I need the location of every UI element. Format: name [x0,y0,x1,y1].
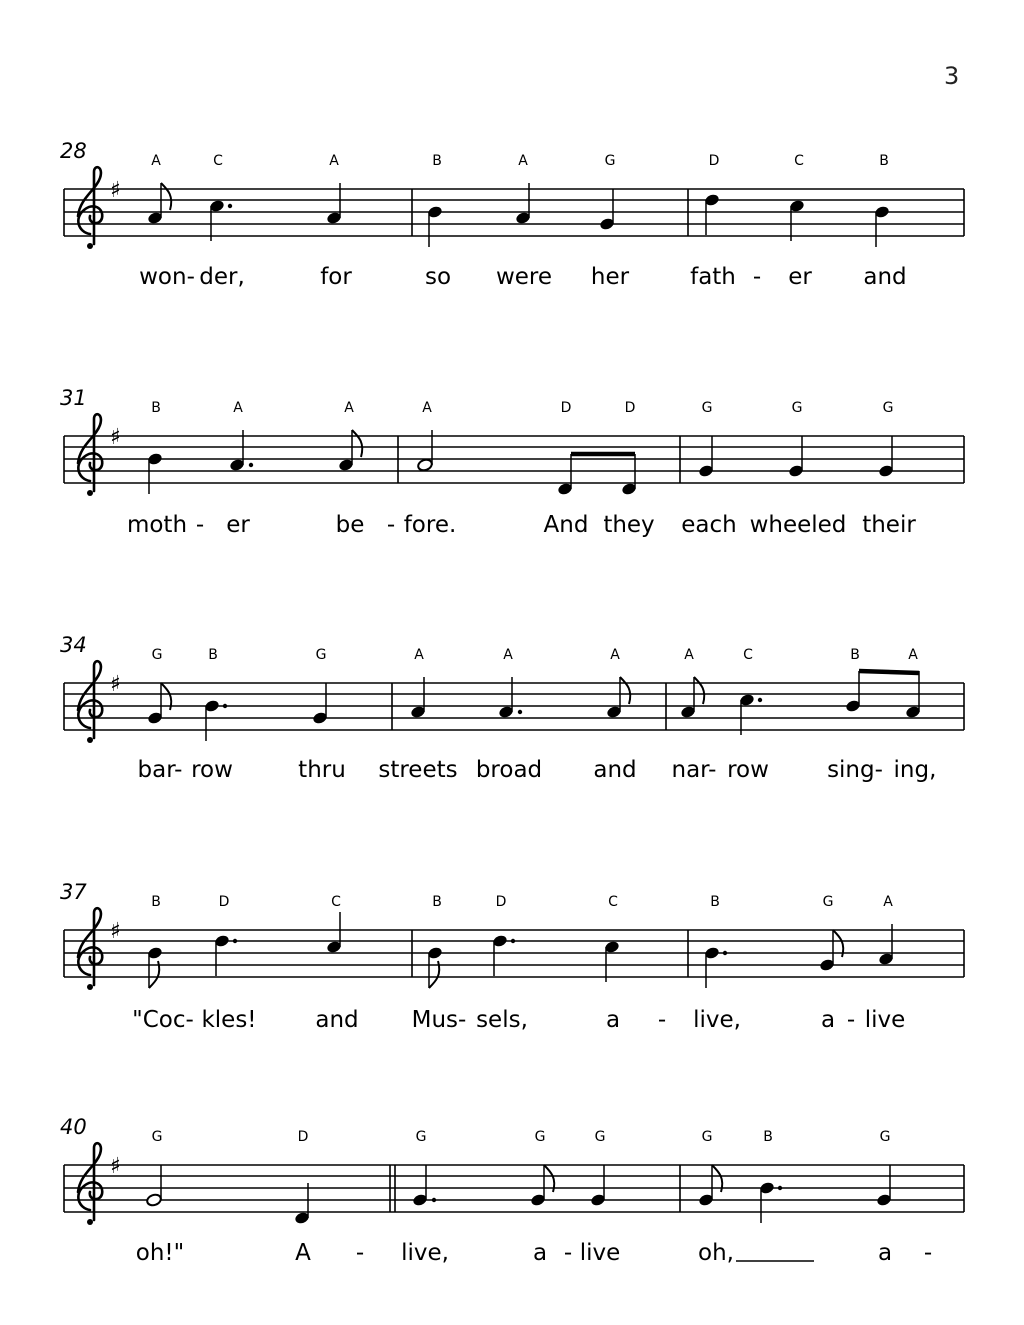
lyric-syllable: streets [378,757,458,783]
key-signature-sharp: ♯ [110,178,121,203]
lyric-syllable: oh, [698,1240,734,1266]
lyric-hyphen: - [846,1007,856,1033]
lyric-syllable: live, [693,1007,741,1033]
note-m28-2 [209,199,232,241]
note-name: B [432,153,442,169]
note-name: A [610,647,620,663]
measure-number: 34 [60,633,87,657]
staff-system-5 [60,1115,964,1266]
note-m41-3 [590,1165,606,1207]
lyric-hyphen: - [355,1240,365,1266]
page-number: 3 [944,62,960,90]
note-name: G [594,1129,606,1145]
note-m42-2 [759,1181,782,1223]
note-name: D [624,400,636,416]
lyric-syllable: er [226,512,250,538]
note-m40-1 [146,1165,163,1207]
note-m31-1 [147,452,163,494]
lyric-syllable: and [315,1007,359,1033]
measure-number: 37 [60,880,87,904]
lyric-syllable: row [191,757,233,783]
note-m34-1 [147,683,171,725]
lyric-hyphen: - [752,264,762,290]
lyric-syllable: were [495,264,553,290]
lyric-syllable: and [593,757,637,783]
note-name-row [151,894,893,910]
note-m30-2 [789,199,805,241]
lyric-syllable: "Coc- [132,1007,194,1033]
lyric-syllable: er [788,264,812,290]
note-m42-1 [698,1165,722,1207]
staff-lines [64,683,964,730]
note-name: D [708,153,720,169]
note-name: G [151,647,163,663]
lyric-syllable: a [877,1240,893,1266]
lyric-syllable: a [605,1007,621,1033]
note-name: A [684,647,694,663]
note-name: G [879,1129,891,1145]
note-m38-1 [427,946,443,988]
note-m41-1 [412,1165,436,1207]
note-m30-1 [704,193,720,235]
lyric-hyphen: - [657,1007,667,1033]
note-name: B [151,400,161,416]
lyric-syllable: and [863,264,907,290]
note-name: D [560,400,572,416]
note-name: D [495,894,507,910]
beam [859,671,919,673]
key-signature-sharp: ♯ [110,919,121,944]
note-m37-2 [214,934,237,976]
lyrics-row [138,757,937,783]
lyric-syllable: A [295,1240,311,1266]
lyric-syllable: oh!" [135,1240,185,1266]
note-m38-2 [492,934,515,976]
note-m34-2 [204,699,227,741]
note-name: A [344,400,354,416]
lyric-syllable: her [590,264,630,290]
staff-system-4 [60,880,964,1033]
note-name: C [743,647,753,663]
note-name-row [152,1129,891,1145]
lyric-hyphen: - [563,1240,573,1266]
note-m33-1 [698,436,714,478]
lyric-hyphen: - [195,512,205,538]
treble-clef-icon [78,414,102,496]
treble-clef-icon [78,167,102,249]
lyric-syllable: thru [298,757,346,783]
lyric-syllable: And [543,512,589,538]
note-name: A [414,647,424,663]
note-m36-2 [739,693,762,735]
lyric-syllable: live, [401,1240,449,1266]
note-m39-1 [704,946,727,988]
note-m29-3 [599,189,615,231]
staff-lines [64,1165,964,1212]
lyric-syllable: bar- [137,757,183,783]
note-name: G [151,1129,163,1145]
staff-system-3 [60,633,964,783]
note-m36-3 [845,671,861,713]
lyric-syllable: be [335,512,365,538]
note-m33-2 [788,436,804,478]
note-name: B [710,894,720,910]
lyric-syllable: each [681,512,737,538]
note-name: C [794,153,804,169]
measure-number: 31 [60,386,87,410]
note-name-row [152,647,919,663]
lyric-syllable: for [320,264,352,290]
note-m38-3 [604,940,620,982]
treble-clef-icon [78,661,102,743]
note-name: C [608,894,618,910]
lyric-syllable: a [532,1240,548,1266]
note-name: B [879,153,889,169]
note-name: G [882,400,894,416]
note-m30-3 [874,205,890,247]
note-name: B [763,1129,773,1145]
note-m36-4 [905,671,921,719]
note-name: D [297,1129,309,1145]
note-m32-3 [621,454,637,496]
lyric-syllable: live [579,1240,621,1266]
lyric-syllable: kles! [201,1007,257,1033]
lyric-syllable: moth [126,512,188,538]
lyric-syllable: live [864,1007,906,1033]
lyric-syllable: so [424,264,452,290]
treble-clef-icon [78,908,102,990]
staff-lines [64,930,964,977]
note-name: B [850,647,860,663]
note-name: G [315,647,327,663]
lyric-syllable: their [862,512,916,538]
note-m37-3 [326,912,342,954]
lyrics-row [127,512,916,538]
staff-lines [64,189,964,236]
note-name: A [151,153,161,169]
lyric-syllable: row [727,757,769,783]
lyric-syllable: sing- [827,757,883,783]
note-m29-1 [427,205,443,247]
note-name: D [218,894,230,910]
note-name: G [604,153,616,169]
note-name: A [518,153,528,169]
key-signature-sharp: ♯ [110,1154,121,1179]
lyric-hyphen: - [386,512,396,538]
note-name: A [422,400,432,416]
note-name: B [151,894,161,910]
note-name: A [329,153,339,169]
lyric-syllable: der, [199,264,245,290]
note-name: G [701,400,713,416]
lyric-syllable: nar- [671,757,717,783]
note-m41-2 [530,1165,554,1207]
note-name: C [331,894,341,910]
note-name-row [151,400,893,416]
lyric-syllable: a [820,1007,836,1033]
lyric-syllable: sels, [476,1007,528,1033]
lyric-syllable: fore. [403,512,457,538]
note-name: B [208,647,218,663]
note-m33-3 [878,436,894,478]
lyrics-row [139,264,907,290]
note-m42-3 [876,1165,892,1207]
staff-lines [64,436,964,483]
note-name: B [432,894,442,910]
note-name: A [883,894,893,910]
note-name: C [213,153,223,169]
lyric-syllable: fath [690,264,736,290]
treble-clef-icon [78,1143,102,1225]
note-name: G [822,894,834,910]
lyric-syllable: broad [475,757,543,783]
note-name: A [233,400,243,416]
note-name: G [701,1129,713,1145]
lyric-hyphen: - [923,1240,933,1266]
lyric-syllable: they [603,512,655,538]
lyric-syllable: wheeled [749,512,847,538]
lyrics-row [136,1240,932,1266]
staff-system-1 [60,139,964,290]
staff-system-2 [60,386,964,538]
lyric-syllable: Mus- [411,1007,467,1033]
note-m32-2 [557,454,573,496]
note-m39-2 [819,930,843,972]
note-m40-2 [294,1183,310,1225]
note-name: G [534,1129,546,1145]
note-name: G [415,1129,427,1145]
measure-number: 40 [60,1115,87,1139]
note-m37-1 [147,946,163,988]
measure-number: 28 [60,139,87,163]
note-name: G [791,400,803,416]
lyric-syllable: won- [139,264,195,290]
lyric-syllable: ing, [893,757,937,783]
note-name: A [908,647,918,663]
note-name: A [503,647,513,663]
key-signature-sharp: ♯ [110,672,121,697]
key-signature-sharp: ♯ [110,425,121,450]
note-name-row [151,153,889,169]
lyrics-row [132,1007,905,1033]
note-m34-3 [312,683,328,725]
